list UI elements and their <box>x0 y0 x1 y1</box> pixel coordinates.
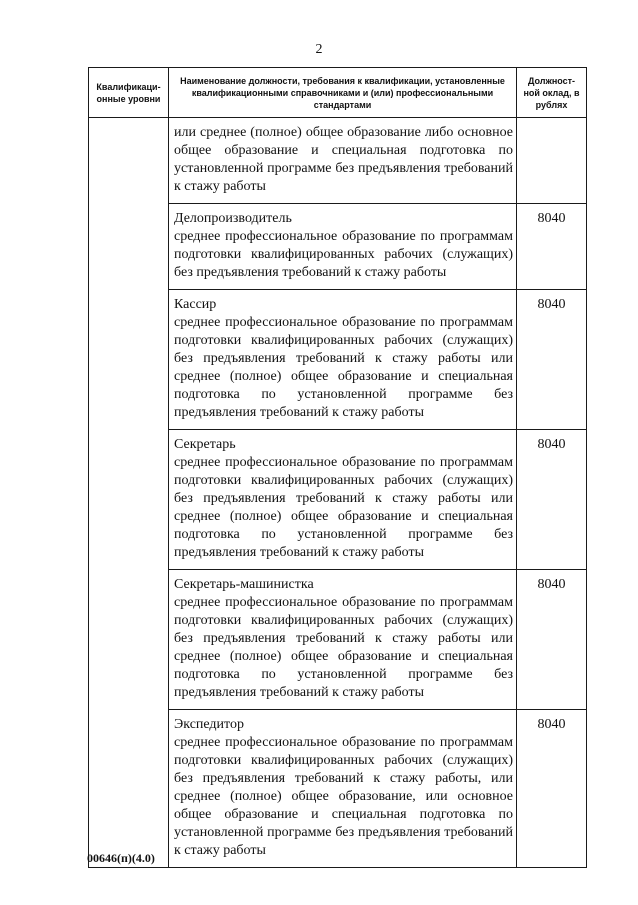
position-cell <box>169 290 517 430</box>
qualification-level-cell <box>89 118 169 868</box>
position-cell <box>169 430 517 570</box>
position-requirements: среднее профессиональное образование по программам подготовки квалифицированных рабочих (служащих) без предъявления требований к стажу работы <box>174 229 513 280</box>
salary-table <box>88 67 587 868</box>
document-code: 00646(п)(4.0) <box>87 851 155 865</box>
table-header-row <box>89 68 587 118</box>
position-title: Делопроизводитель <box>174 211 292 226</box>
salary-cell: 8040 <box>517 710 587 868</box>
salary-cell: 8040 <box>517 290 587 430</box>
salary-cell <box>517 118 587 204</box>
salary-cell: 8040 <box>517 204 587 290</box>
salary-cell: 8040 <box>517 430 587 570</box>
position-requirements: среднее профессиональное образование по программам подготовки квалифицированных рабочих (служащих) без предъявления требований к стажу работы или среднее (полное) общее образование и специальная подготовка по установленной программе без предъявления требований к стажу работы <box>174 595 513 700</box>
header-salary: Должност-ной оклад, в рублях <box>517 68 587 118</box>
table-row <box>89 118 587 204</box>
header-qualification-levels: Квалификаци-онные уровни <box>89 68 169 118</box>
header-position-requirements: Наименование должности, требования к квалификации, установленные квалификационными справочниками и (или) профессиональными стандартами <box>169 68 517 118</box>
page-number: 2 <box>315 42 323 57</box>
position-title: Секретарь-машинистка <box>174 577 314 592</box>
position-requirements: или среднее (полное) общее образование либо основное общее образование и специальная подготовка по установленной программе без предъявления требований к стажу работы <box>174 125 513 194</box>
position-requirements: среднее профессиональное образование по программам подготовки квалифицированных рабочих (служащих) без предъявления требований к стажу работы или среднее (полное) общее образование и специальная подготовка по установленной программе без предъявления требований к стажу работы <box>174 455 513 560</box>
position-cell <box>169 710 517 868</box>
position-cell <box>169 570 517 710</box>
position-cell <box>169 204 517 290</box>
salary-cell: 8040 <box>517 570 587 710</box>
position-title: Секретарь <box>174 437 236 452</box>
position-cell <box>169 118 517 204</box>
position-requirements: среднее профессиональное образование по программам подготовки квалифицированных рабочих (служащих) без предъявления требований к стажу работы или среднее (полное) общее образование и специальная подготовка по установленной программе без предъявления требований к стажу работы <box>174 315 513 420</box>
position-title: Экспедитор <box>174 717 244 732</box>
position-requirements: среднее профессиональное образование по программам подготовки квалифицированных рабочих (служащих) без предъявления требований к стажу работы, или среднее (полное) общее образование, или основное общее образование и специальная подготовка по установленной программе без предъявления требований к стажу работы <box>174 735 513 858</box>
position-title: Кассир <box>174 297 217 312</box>
